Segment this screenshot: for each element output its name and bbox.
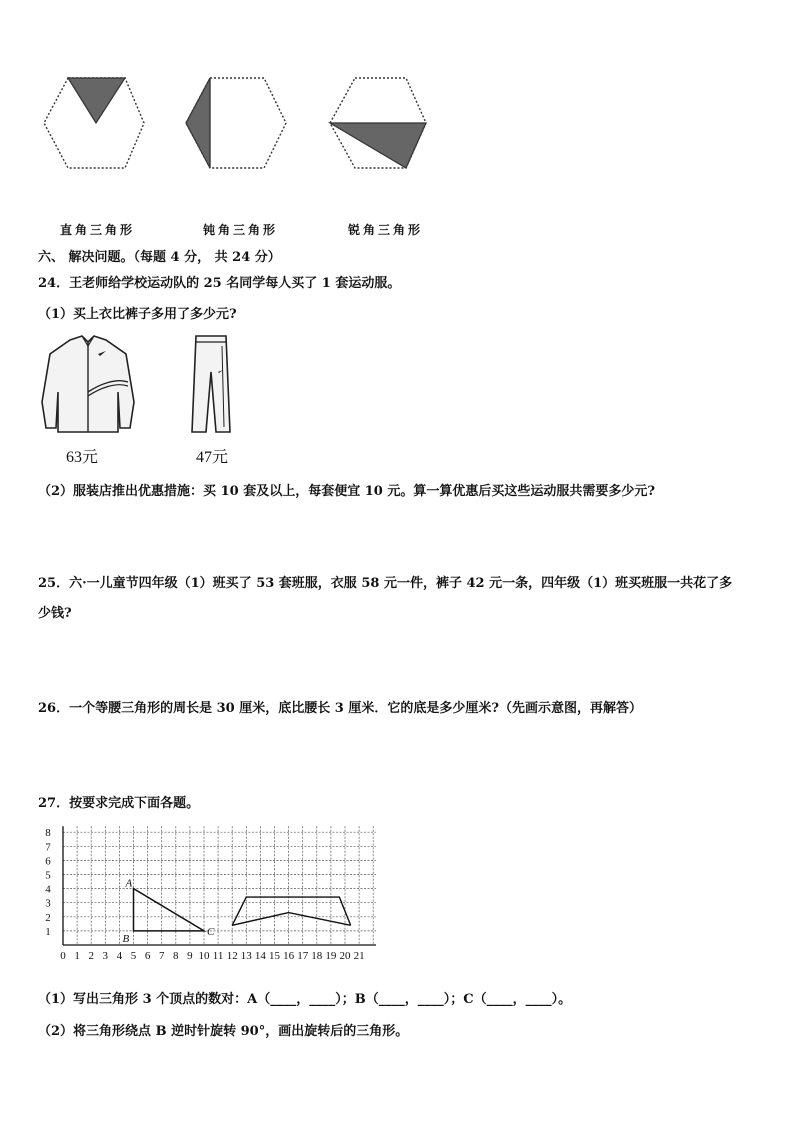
q27-part1: （1）写出三角形 3 个顶点的数对：A（____，____）；B（____，____）；C（____，____）。 bbox=[38, 992, 572, 1007]
x-tick-label: 0 bbox=[60, 950, 66, 962]
y-tick-label: 1 bbox=[45, 925, 51, 938]
x-tick-label: 16 bbox=[283, 950, 295, 962]
x-tick-label: 6 bbox=[144, 950, 151, 962]
x-tick-label: 11 bbox=[212, 950, 224, 962]
x-tick-label: 2 bbox=[88, 950, 94, 962]
x-tick-label: 14 bbox=[254, 950, 266, 962]
pants-icon bbox=[186, 332, 236, 437]
x-tick-label: 18 bbox=[311, 950, 323, 962]
x-tick-label: 1 bbox=[74, 950, 80, 962]
point-c-label: C bbox=[207, 925, 215, 938]
x-tick-label: 4 bbox=[116, 950, 123, 962]
q27-intro: 27．按要求完成下面各题。 bbox=[38, 796, 200, 811]
x-tick-label: 10 bbox=[198, 950, 210, 962]
x-tick-label: 3 bbox=[102, 950, 109, 962]
hexagon-figures-svg bbox=[30, 70, 450, 180]
y-tick-label: 6 bbox=[45, 855, 51, 868]
y-tick-label: 8 bbox=[45, 827, 51, 840]
hexagon-acute-triangle bbox=[330, 78, 426, 168]
y-tick-label: 2 bbox=[45, 911, 51, 924]
q26-text: 26．一个等腰三角形的周长是 30 厘米，底比腰长 3 厘米．它的底是多少厘米?（先画示意图，再解答） bbox=[38, 701, 642, 716]
triangle-abc bbox=[134, 889, 205, 931]
coordinate-grid bbox=[36, 820, 376, 975]
x-tick-label: 21 bbox=[353, 950, 365, 962]
q27-part2: （2）将三角形绕点 B 逆时针旋转 90°，画出旋转后的三角形。 bbox=[38, 1024, 409, 1039]
q25-line2: 少钱? bbox=[38, 606, 72, 621]
jacket-price: 63元 bbox=[66, 449, 99, 466]
hexagon-obtuse-triangle bbox=[186, 78, 286, 168]
q24-part1: （1）买上衣比裤子多用了多少元? bbox=[38, 307, 237, 322]
point-a-label: A bbox=[125, 877, 133, 890]
hexagon-caption-2: 钝角三角形 bbox=[203, 223, 279, 237]
x-tick-label: 7 bbox=[158, 950, 165, 962]
hexagon-caption-3: 锐角三角形 bbox=[348, 223, 424, 237]
x-tick-label: 15 bbox=[269, 950, 280, 962]
hexagon-caption-1: 直角三角形 bbox=[60, 223, 136, 237]
x-tick-label: 13 bbox=[240, 950, 252, 962]
y-tick-label: 5 bbox=[45, 869, 51, 882]
x-tick-label: 9 bbox=[187, 950, 193, 962]
hexagon-right-triangle bbox=[44, 78, 144, 168]
pants-price: 47元 bbox=[196, 449, 229, 466]
section-heading: 六、 解决问题。（每题 4 分， 共 24 分） bbox=[38, 250, 281, 265]
hexagon-figures bbox=[30, 70, 450, 180]
x-tick-label: 20 bbox=[339, 950, 351, 962]
x-tick-label: 17 bbox=[297, 950, 309, 962]
point-b-label: B bbox=[122, 932, 130, 945]
q24-intro: 24．王老师给学校运动队的 25 名同学每人买了 1 套运动服。 bbox=[38, 276, 401, 291]
jacket-icon bbox=[38, 332, 138, 437]
y-tick-label: 7 bbox=[45, 841, 51, 854]
y-tick-label: 4 bbox=[45, 883, 51, 896]
x-tick-label: 19 bbox=[325, 950, 337, 962]
y-tick-label: 3 bbox=[45, 897, 51, 910]
x-tick-label: 12 bbox=[226, 950, 238, 962]
pants-image bbox=[186, 332, 236, 437]
jacket-image bbox=[38, 332, 138, 437]
q25-line1: 25．六·一儿童节四年级（1）班买了 53 套班服，衣服 58 元一件，裤子 42 元一条，四年级（1）班买班服一共花了多 bbox=[38, 576, 733, 591]
q24-part2: （2）服装店推出优惠措施：买 10 套及以上，每套便宜 10 元。算一算优惠后买这些运动服共需要多少元? bbox=[38, 484, 655, 499]
x-tick-label: 5 bbox=[130, 950, 137, 962]
right-figure-bottom bbox=[232, 913, 350, 926]
x-tick-label: 8 bbox=[173, 950, 179, 962]
coordinate-grid-svg bbox=[36, 820, 376, 975]
